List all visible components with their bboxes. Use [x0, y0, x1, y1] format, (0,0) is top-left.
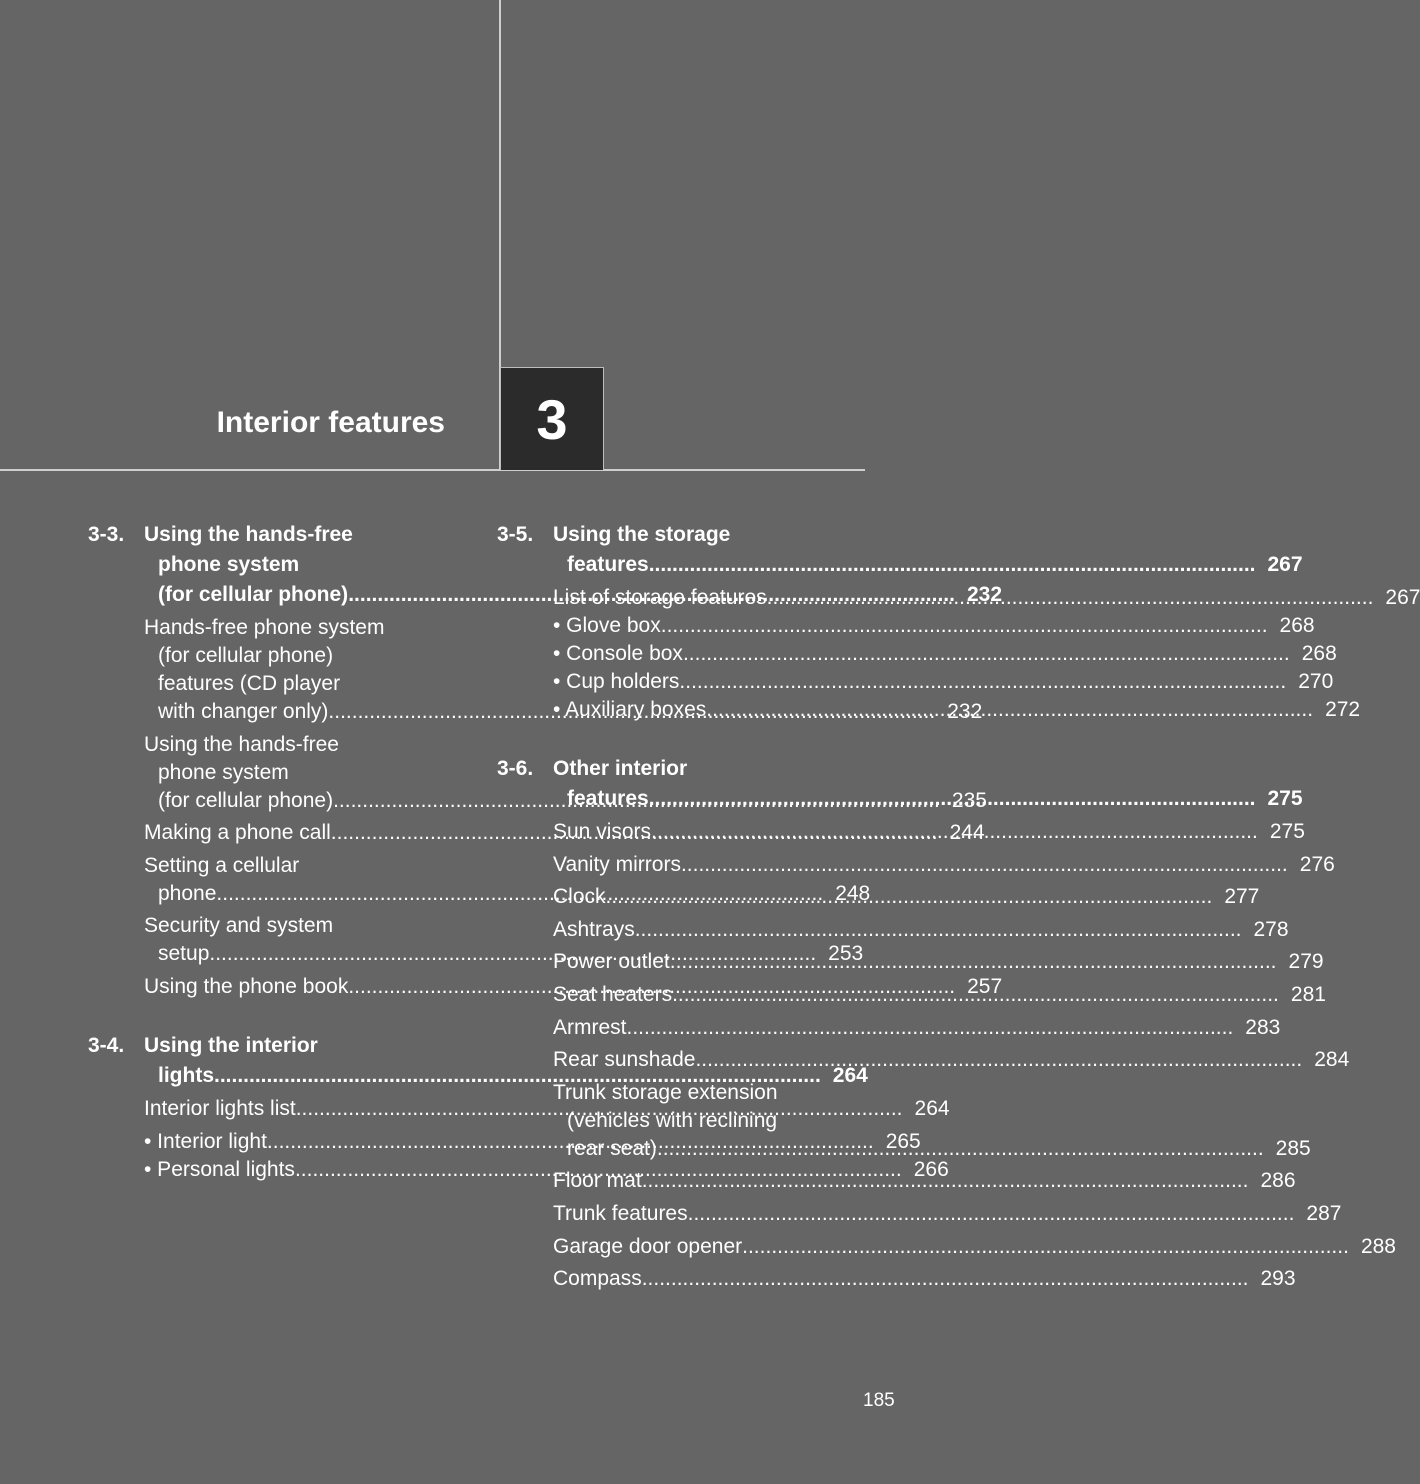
toc-entry-last-leader-line[interactable]	[553, 668, 1334, 696]
toc-entry-last-text: Garage door opener	[553, 1234, 743, 1258]
section-title-last-leader-line[interactable]	[553, 784, 1303, 814]
toc-entry-last-dot-leader	[681, 851, 1288, 879]
toc-entry-last-text: setup	[158, 942, 210, 966]
toc-entry[interactable]	[553, 883, 1260, 911]
toc-entry-last-leader-line[interactable]	[553, 1265, 1296, 1293]
toc-entry-last-page: 266	[913, 1157, 949, 1181]
toc-entry-last-dot-leader	[767, 584, 1374, 612]
section-heading[interactable]	[497, 520, 1303, 580]
section-title-last-dot-leader	[649, 784, 1256, 814]
toc-entry-line: phone system	[158, 760, 289, 784]
toc-entry-last-text: rear seat)	[567, 1136, 657, 1160]
section-title-last-dot-leader	[649, 550, 1256, 580]
section-title-last-text: (for cellular phone)	[158, 583, 349, 606]
toc-entry-line: Security and system	[144, 914, 334, 938]
toc-entry-last-text: • Personal lights	[144, 1157, 295, 1181]
toc-entry-last-page: 264	[914, 1096, 950, 1120]
chapter-title: Interior features	[216, 406, 445, 439]
toc-entry-last-text: Clock	[553, 885, 606, 909]
toc-entry-last-text: Armrest	[553, 1015, 627, 1039]
toc-entry-last-dot-leader	[679, 668, 1286, 696]
toc-entry-last-text: Compass	[553, 1267, 642, 1291]
toc-entry-last-page: 267	[1385, 586, 1420, 609]
toc-entry-last-text: Interior lights list	[144, 1096, 296, 1120]
section-title	[553, 754, 1303, 814]
toc-entry-last-dot-leader	[706, 696, 1313, 724]
toc-entry-last-dot-leader	[651, 818, 1258, 846]
toc-entry-last-page: 244	[949, 821, 985, 845]
toc-entry-last-page: 278	[1253, 917, 1289, 941]
section-number: 3-4.	[88, 1033, 125, 1057]
toc-entry-last-dot-leader	[742, 1233, 1349, 1261]
toc-entry-last-page: 275	[1269, 820, 1305, 843]
toc-entry-last-leader-line[interactable]	[553, 1046, 1350, 1074]
toc-entry-last-page: 279	[1288, 950, 1324, 974]
toc-entry-line: Setting a cellular	[144, 853, 300, 877]
toc-entry-last-page: 277	[1224, 885, 1260, 909]
toc-entry-last-dot-leader	[683, 640, 1290, 668]
toc-entry-last-dot-leader	[642, 1265, 1249, 1293]
toc-entry-last-leader-line[interactable]	[553, 851, 1335, 879]
section-title-last-text: lights	[158, 1063, 214, 1087]
section-title-last-page: 275	[1267, 787, 1303, 810]
toc-entry-last-page: 248	[835, 881, 871, 905]
toc-entry-last-dot-leader	[657, 1135, 1264, 1163]
toc-entry-last-page: 283	[1245, 1015, 1281, 1039]
toc-entry-line: Trunk storage extension	[553, 1080, 778, 1104]
toc-entry-last-page: 281	[1290, 982, 1326, 1006]
toc-entry-last-dot-leader	[606, 883, 1213, 911]
toc-entry-last-text: Ashtrays	[553, 917, 635, 941]
toc-entry-last-text: Using the phone book	[144, 974, 349, 998]
toc-entry-last-leader-line[interactable]	[553, 916, 1289, 944]
section-title-last-leader-line[interactable]	[553, 550, 1303, 580]
toc-entry-last-text: Making a phone call	[144, 821, 331, 845]
toc-entry-last-text: • Console box	[553, 642, 683, 665]
toc-entry-last-page: 293	[1260, 1267, 1296, 1291]
toc-entry-last-dot-leader	[688, 1200, 1295, 1228]
section-title-last-page: 264	[832, 1063, 868, 1087]
toc-entry-last-text: (for cellular phone)	[158, 788, 334, 812]
section-number: 3-3.	[88, 523, 125, 546]
toc-entry-line: Hands-free phone system	[144, 616, 385, 639]
toc-entry[interactable]	[553, 668, 1334, 696]
toc-entry[interactable]	[553, 1233, 1396, 1261]
toc-entry[interactable]	[553, 1046, 1350, 1074]
toc-entry-last-page: 232	[947, 700, 983, 723]
toc-entry[interactable]	[553, 851, 1335, 879]
toc-entry-last-page: 284	[1314, 1048, 1350, 1072]
toc-entry-last-page: 270	[1298, 670, 1334, 693]
section-title	[553, 520, 1303, 580]
toc-entry-line: (vehicles with reclining	[567, 1108, 778, 1132]
section-number: 3-6.	[497, 757, 534, 780]
horizontal-rule	[0, 469, 865, 471]
toc-entry-last-text: • Cup holders	[553, 670, 680, 693]
toc-entry-last-page: 272	[1325, 698, 1361, 721]
toc-entry-last-text: List of storage features	[553, 586, 767, 609]
section-title-last-text: features	[567, 787, 649, 810]
section-title-line: Using the storage	[553, 523, 731, 546]
toc-entry-last-page: 265	[885, 1129, 921, 1153]
toc-entry-last-dot-leader	[627, 1014, 1234, 1042]
section-number: 3-5.	[497, 523, 534, 546]
page-number: 185	[863, 1390, 895, 1411]
toc-entry-last-page: 268	[1301, 642, 1337, 665]
toc-entry-last-dot-leader	[672, 981, 1279, 1009]
toc-entry-last-leader-line[interactable]	[553, 1233, 1396, 1261]
section-title-line: Other interior	[553, 757, 688, 780]
toc-entry-last-text: • Interior light	[144, 1129, 267, 1153]
toc-entry[interactable]	[553, 1265, 1296, 1293]
section-title-last-text: features	[567, 553, 649, 576]
toc-entry-last-text: Power outlet	[553, 950, 670, 974]
chapter-number-tab	[500, 367, 604, 470]
toc-entry-last-dot-leader	[661, 612, 1268, 640]
toc-entry-last-dot-leader	[635, 916, 1242, 944]
toc-entry-last-page: 276	[1299, 852, 1335, 876]
toc-entry-line: Using the hands-free	[144, 732, 339, 756]
toc-entry-last-dot-leader	[642, 1167, 1249, 1195]
toc-entry-last-dot-leader	[695, 1046, 1302, 1074]
toc-entry-last-page: 288	[1360, 1234, 1396, 1258]
toc-entry-last-text: Sun visors	[553, 820, 652, 843]
toc-entry-last-leader-line[interactable]	[553, 883, 1260, 911]
toc-entry-last-leader-line[interactable]	[553, 640, 1337, 668]
toc-entry-line: features (CD player	[158, 672, 341, 695]
toc-entry[interactable]	[553, 916, 1289, 944]
toc-entry-last-leader-line[interactable]	[553, 948, 1324, 976]
toc-entry-last-page: 253	[828, 942, 864, 966]
toc-entry-last-text: Trunk features	[553, 1201, 688, 1225]
toc-entry-last-page: 268	[1279, 614, 1315, 637]
toc-entry-last-text: • Glove box	[553, 614, 661, 637]
toc-entry-last-page: 286	[1260, 1169, 1296, 1193]
toc-entry-last-leader-line[interactable]	[553, 1200, 1342, 1228]
section-title-line: phone system	[158, 553, 300, 576]
toc-entry[interactable]	[553, 612, 1315, 640]
toc-entry-last-page: 257	[967, 974, 1003, 998]
toc-entry[interactable]	[553, 1014, 1281, 1042]
toc-entry-last-leader-line[interactable]	[553, 1014, 1281, 1042]
section-title-line: Using the interior	[144, 1033, 318, 1057]
toc-entry[interactable]	[553, 1200, 1342, 1228]
toc-entry-last-text: Seat heaters	[553, 982, 673, 1006]
section-title-last-page: 267	[1267, 553, 1303, 576]
toc-entry-last-page: 235	[951, 788, 987, 812]
toc-entry[interactable]	[553, 948, 1324, 976]
toc-entry-last-text: • Auxiliary boxes	[553, 698, 707, 721]
toc-entry-last-text: Vanity mirrors	[553, 852, 681, 876]
toc-entry-last-text: Rear sunshade	[553, 1048, 696, 1072]
section-title-last-page: 232	[966, 583, 1003, 606]
toc-entry-line: (for cellular phone)	[158, 644, 334, 667]
toc-entry-last-leader-line[interactable]	[553, 612, 1315, 640]
toc-entry-last-page: 285	[1275, 1136, 1311, 1160]
toc-entry-last-text: Floor mat	[553, 1169, 642, 1193]
toc-entry-last-text: phone	[158, 881, 217, 905]
toc-entry-last-dot-leader	[670, 948, 1277, 976]
toc-entry-last-text: with changer only)	[158, 700, 329, 723]
toc-entry[interactable]	[553, 640, 1337, 668]
section-title-line: Using the hands-free	[144, 523, 353, 546]
chapter-number: 3	[536, 387, 568, 451]
toc-entry-last-page: 287	[1306, 1201, 1342, 1225]
